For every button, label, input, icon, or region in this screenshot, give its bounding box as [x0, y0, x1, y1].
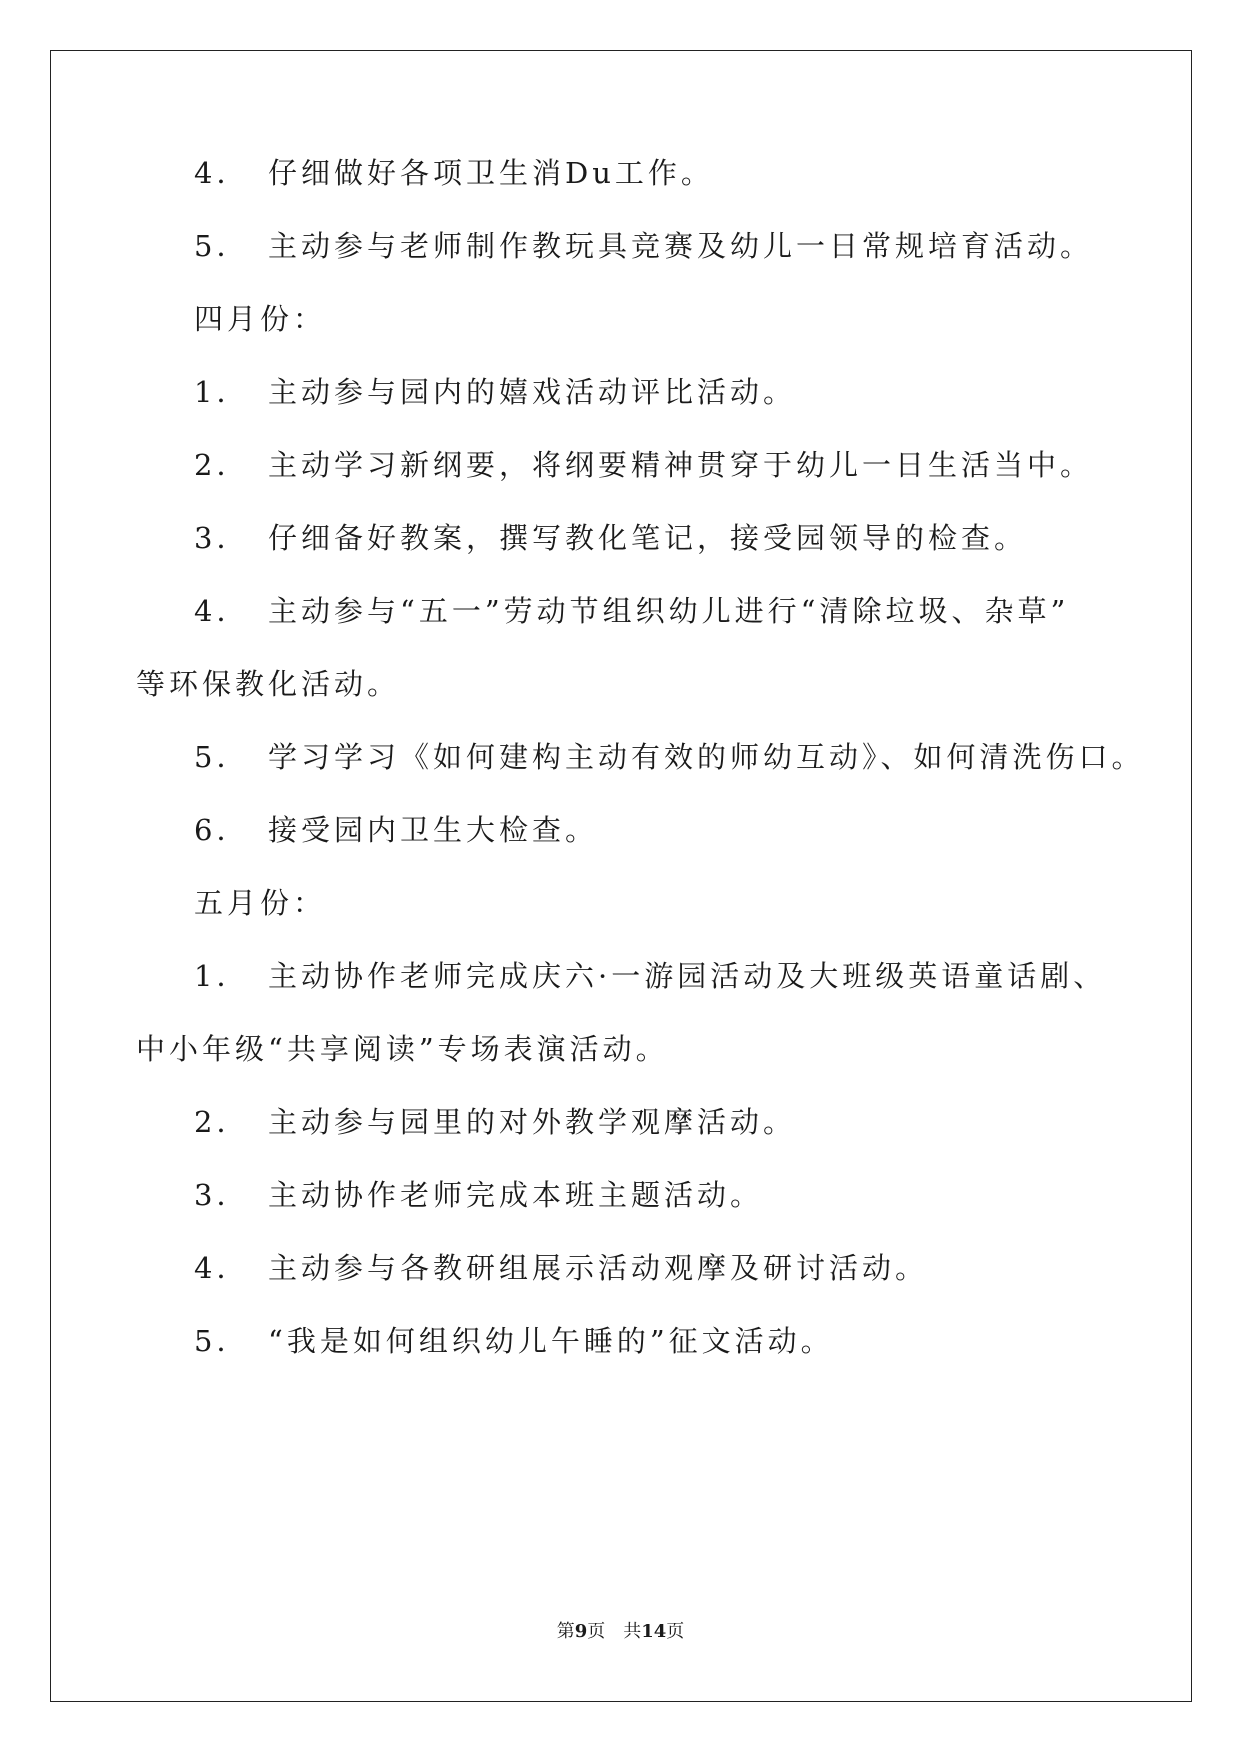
- body-line-7: [194, 591, 1069, 631]
- line-text: 学习学习《如何建构主动有效的师幼互动》、如何清洗伤口。: [268, 740, 1145, 774]
- item-number: 4．: [194, 1251, 250, 1285]
- line-text: 主动参与园内的嬉戏活动评比活动。: [268, 375, 797, 409]
- body-line-7-continued: [136, 664, 400, 704]
- footer-prefix: 第: [556, 1621, 575, 1642]
- line-text: 等环保教化活动。: [136, 667, 401, 701]
- section-heading-may: [194, 883, 326, 923]
- body-line-11: [194, 956, 1106, 996]
- line-text: 主动协作老师完成庆六·一游园活动及大班级英语童话剧、: [268, 959, 1107, 993]
- item-number: 5．: [194, 740, 250, 774]
- item-number: 5．: [194, 229, 250, 263]
- item-number: 3．: [194, 1178, 250, 1212]
- line-text: 主动参与各教研组展示活动观摩及研讨活动。: [268, 1251, 929, 1285]
- body-line-14: [194, 1248, 928, 1288]
- body-line-5: [194, 445, 1093, 485]
- line-text: “我是如何组织幼儿午睡的”征文活动。: [268, 1324, 834, 1358]
- line-text: 接受园内卫生大检查。: [268, 813, 599, 847]
- line-text: 主动学习新纲要，将纲要精神贯穿于幼儿一日生活当中。: [268, 448, 1094, 482]
- body-line-15: [194, 1321, 834, 1361]
- line-text: 中小年级“共享阅读”专场表演活动。: [136, 1032, 669, 1066]
- item-number: 1．: [194, 375, 250, 409]
- body-line-11-continued: [136, 1029, 669, 1069]
- body-line-13: [194, 1175, 763, 1215]
- footer-suffix: 页: [666, 1621, 685, 1642]
- item-number: 2．: [194, 448, 250, 482]
- line-text: 主动参与“五一”劳动节组织幼儿进行“清除垃圾、杂草”: [268, 594, 1070, 628]
- line-text: 五月份：: [194, 886, 327, 920]
- line-text: 仔细做好各项卫生消Du工作。: [268, 156, 714, 190]
- item-number: 4．: [194, 156, 250, 190]
- item-number: 1．: [194, 959, 250, 993]
- line-text: 主动协作老师完成本班主题活动。: [268, 1178, 764, 1212]
- page-footer: [0, 1620, 1241, 1644]
- line-text: 四月份：: [194, 302, 327, 336]
- body-line-8: [194, 737, 1145, 777]
- body-line-2: [194, 226, 1093, 266]
- current-page-number: 9: [574, 1621, 588, 1642]
- item-number: 4．: [194, 594, 250, 628]
- line-text: 主动参与老师制作教玩具竞赛及幼儿一日常规培育活动。: [268, 229, 1094, 263]
- total-page-count: 14: [641, 1621, 667, 1642]
- line-text: 主动参与园里的对外教学观摩活动。: [268, 1105, 797, 1139]
- item-number: 6．: [194, 813, 250, 847]
- body-line-1: [194, 153, 714, 193]
- section-heading-april: [194, 299, 326, 339]
- body-line-9: [194, 810, 598, 850]
- body-line-12: [194, 1102, 796, 1142]
- page-border: [50, 50, 1192, 1702]
- line-text: 仔细备好教案，撰写教化笔记，接受园领导的检查。: [268, 521, 1028, 555]
- footer-middle: 页 共: [587, 1621, 642, 1642]
- item-number: 5．: [194, 1324, 250, 1358]
- body-line-4: [194, 372, 796, 412]
- item-number: 2．: [194, 1105, 250, 1139]
- body-line-6: [194, 518, 1027, 558]
- item-number: 3．: [194, 521, 250, 555]
